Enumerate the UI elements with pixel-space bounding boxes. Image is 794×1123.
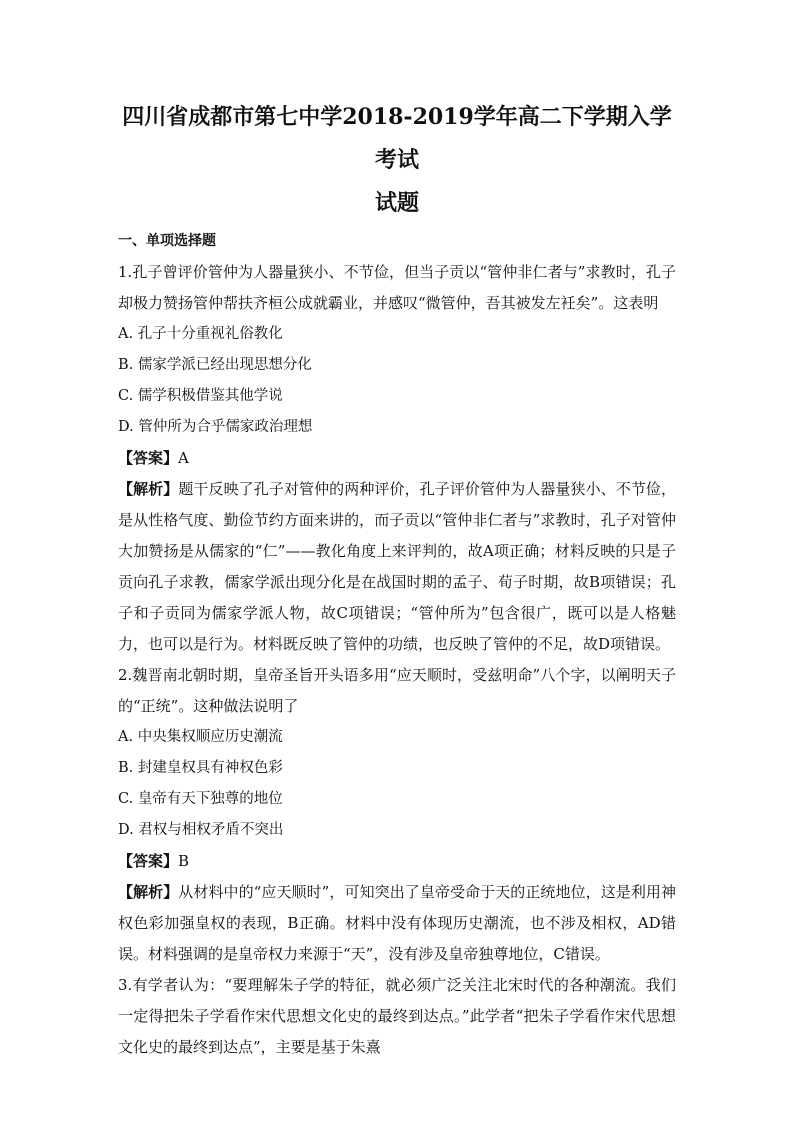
section-heading: 一、单项选择题 <box>118 233 216 249</box>
answer-value: B <box>178 852 190 870</box>
analysis-text: 从材料中的“应天顺时”，可知突出了皇帝受命于天的正统地位，这是利用神权色彩加强皇权的表现，B正确。材料中没有体现历史潮流，也不涉及相权，AD错误。材料强调的是皇帝权力来源于“天”，没有涉及皇帝独尊地位，C错误。 <box>118 883 676 963</box>
question-1-option-a: A. 孔子十分重视礼俗教化 <box>118 326 283 342</box>
question-1-option-c: C. 儒学积极借鉴其他学说 <box>118 388 283 404</box>
analysis-text: 题干反映了孔子对管仲的两种评价，孔子评价管仲为人器量狭小、不节俭，是从性格气度、勤俭节约方面来讲的，而子贡以“管仲非仁者与”求教时，孔子对管仲大加赞扬是从儒家的“仁”——教化角度上来评判的，故A项正确；材料反映的只是子贡向孔子求教，儒家学派出现分化是在战国时期的孟子、荀子时期，故B项错误；孔子和子贡同为儒家学派人物，故C项错误；“管仲所为”包含很广，既可以是人格魅力，也可以是行为。材料既反映了管仲的功绩，也反映了管仲的不足，故D项错误。 <box>118 480 676 653</box>
question-2-option-c: C. 皇帝有天下独尊的地位 <box>118 791 283 807</box>
analysis-tag: 【解析】 <box>118 480 179 498</box>
question-2-option-a: A. 中央集权顺应历史潮流 <box>118 729 283 745</box>
question-1-option-d: D. 管仲所为合乎儒家政治理想 <box>118 419 313 435</box>
question-2-option-b: B. 封建皇权具有神权色彩 <box>118 760 283 776</box>
title-line-1: 四川省成都市第七中学2018-2019学年高二下学期入学考试 <box>122 104 672 173</box>
answer-tag: 【答案】 <box>118 852 179 870</box>
question-2-option-d: D. 君权与相权矛盾不突出 <box>118 822 284 838</box>
answer-tag: 【答案】 <box>118 449 179 467</box>
question-2 <box>118 660 676 970</box>
question-1-answer <box>118 443 676 474</box>
analysis-tag: 【解析】 <box>118 883 179 901</box>
question-2-stem: 2.魏晋南北朝时期，皇帝圣旨开头语多用“应天顺时，受兹明命”八个字，以阐明天子的“正统”。这种做法说明了 <box>118 666 676 715</box>
question-1-option-b: B. 儒家学派已经出现思想分化 <box>118 357 312 373</box>
question-1 <box>118 257 676 660</box>
title-line-2: 试题 <box>374 190 419 216</box>
question-2-answer <box>118 846 676 877</box>
question-1-stem: 1.孔子曾评价管仲为人器量狭小、不节俭，但当子贡以“管仲非仁者与”求教时，孔子却极力赞扬管仲帮扶齐桓公成就霸业，并感叹“微管仲，吾其被发左衽矣”。这表明 <box>118 263 676 312</box>
question-3 <box>118 970 676 1063</box>
answer-value: A <box>178 449 189 467</box>
question-1-analysis <box>118 474 676 660</box>
question-2-analysis <box>118 877 676 970</box>
question-3-stem: 3.有学者认为：“要理解朱子学的特征，就必须广泛关注北宋时代的各种潮流。我们一定得把朱子学看作宋代思想文化史的最终到达点。”此学者“把朱子学看作宋代思想文化史的最终到达点”，主要是基于朱熹 <box>118 976 676 1056</box>
document-title <box>118 96 676 225</box>
